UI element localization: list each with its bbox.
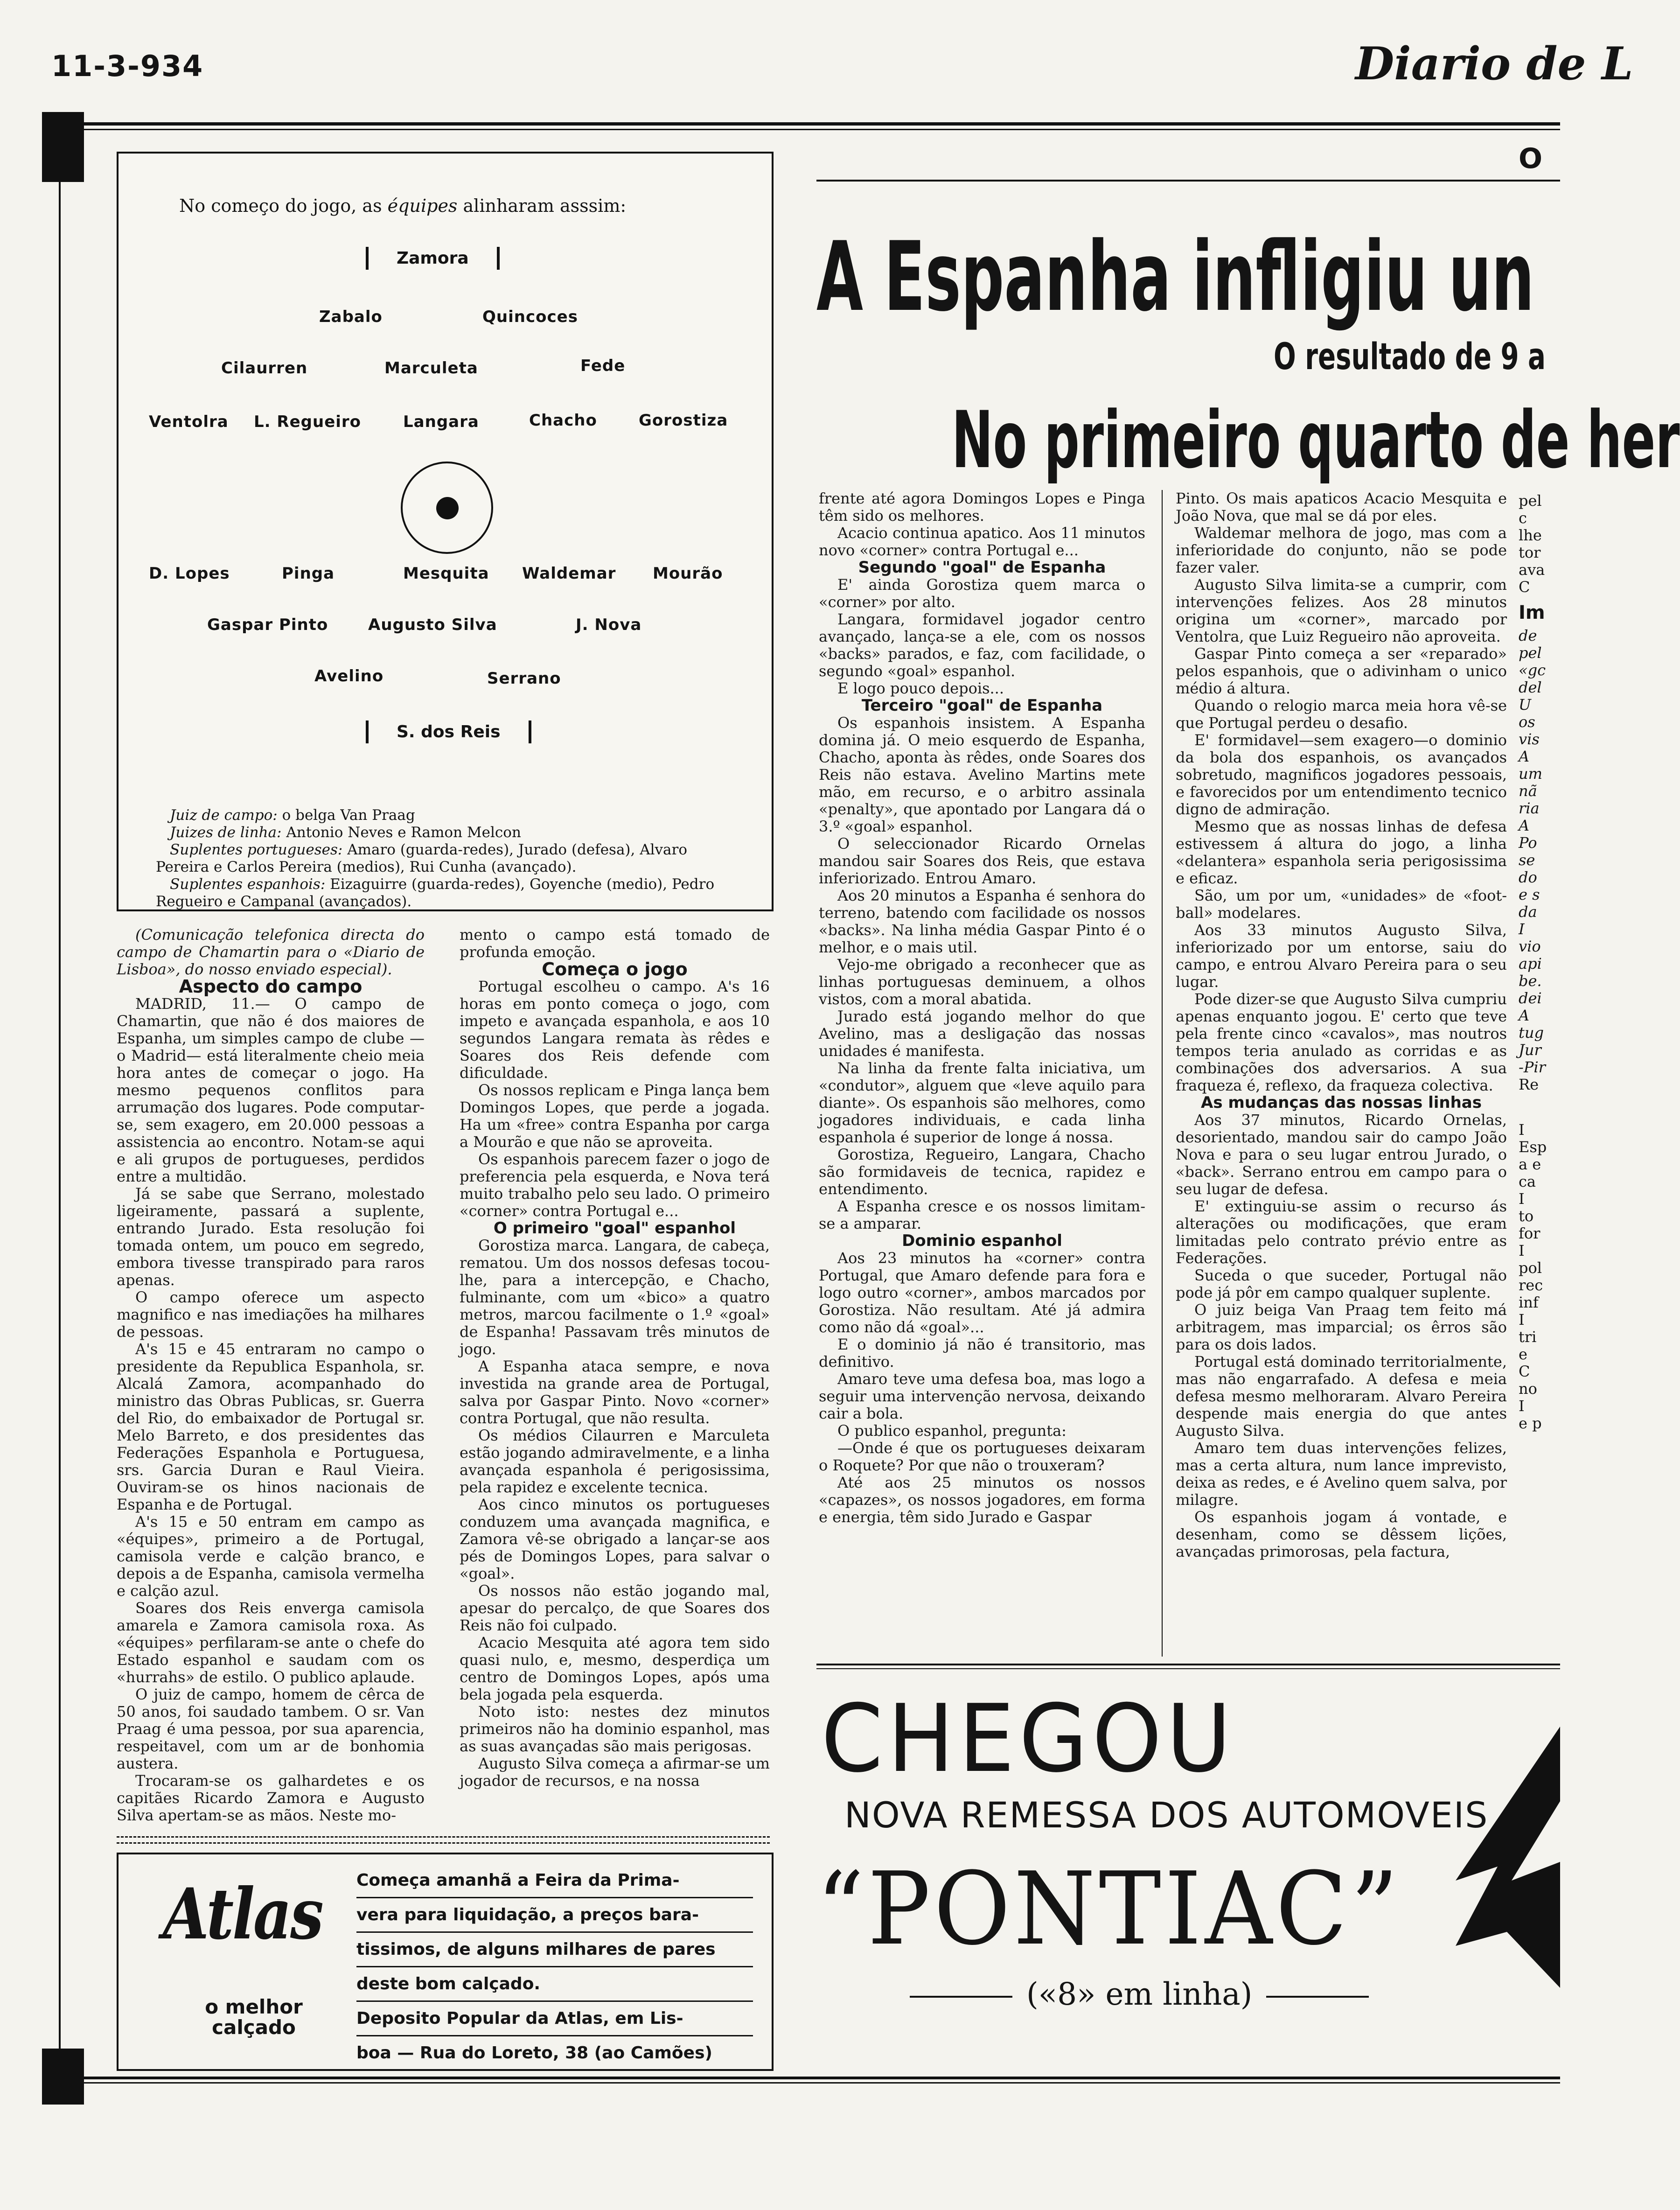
player-name: D. Lopes xyxy=(149,564,230,583)
atlas-tagline: o melhor calçado xyxy=(205,1995,303,2039)
left-edge-line xyxy=(59,182,61,2049)
paragraph: Os espanhois jogam á vontade, e desenham, como se dêssem lições, avançadas primorosas, pela factura, xyxy=(1176,1508,1507,1560)
subheading: Terceiro "goal" de Espanha xyxy=(861,696,1103,715)
atlas-ad-text xyxy=(356,1864,753,2071)
paragraph: O juiz beiga Van Praag tem feito má arbitragem, mas imparcial; os êrros são para os dois lados. xyxy=(1176,1301,1507,1353)
player-name: Fede xyxy=(580,357,626,375)
paragraph: Aos 37 minutos, Ricardo Ornelas, desorientado, mandou sair do campo João Nova e para o seu lugar entrou Jurado, o «back». Serrano entrou em campo para o seu lugar de defesa. xyxy=(1176,1111,1507,1198)
paragraph: E' formidavel—sem exagero—o dominio da bola dos espanhois, os avançados sobretudo, magnificos jogadores pessoais, e favorecidos por um entendimento tecnico digno de admiração. xyxy=(1176,731,1507,818)
lightning-bolt-icon xyxy=(1456,1727,1560,1988)
third-headline: No primeiro quarto de her xyxy=(952,394,1680,486)
bottom-rule-thin xyxy=(84,2082,1560,2084)
masthead: Diario de L xyxy=(1355,37,1633,90)
sub-headline: O resultado de 9 a xyxy=(1274,336,1546,378)
officials-list xyxy=(156,807,744,910)
paragraph: Os nossos replicam e Pinga lança bem Domingos Lopes, que perde a jogada. Ha um «free» contra Espanha por carga a Mourão e que não se aproveita. xyxy=(460,1081,770,1151)
ad-line: Começa amanhã a Feira da Prima- xyxy=(356,1864,753,1898)
paragraph: Pinto. Os mais apaticos Acacio Mesquita e João Nova, que mal se dá por eles. xyxy=(1176,490,1507,525)
top-rule xyxy=(84,122,1560,126)
pontiac-advertisement xyxy=(816,1685,1560,2058)
issue-date: 11-3-934 xyxy=(51,49,204,83)
paragraph: Augusto Silva limita-se a cumprir, com intervenções felizes. Aos 28 minutos origina um «corner», marcado por Ventolra, que Luiz Regueiro não aproveita. xyxy=(1176,576,1507,645)
paragraph: Mesmo que as nossas linhas de defesa estivessem á altura do jogo, a linha «delantera» espanhola seria perigosissima e eficaz. xyxy=(1176,818,1507,887)
ad-subline: NOVA REMESSA DOS AUTOMOVEIS xyxy=(844,1794,1489,1836)
paragraph: Acacio Mesquita até agora tem sido quasi nulo, e, mesmo, desperdiça um centro de Domingos Lopes, após uma bela jogada pela esquerda. xyxy=(460,1634,770,1703)
paragraph: Waldemar melhora de jogo, mas com a inferioridade do conjunto, não se pode fazer valer. xyxy=(1176,524,1507,576)
player-name: Serrano xyxy=(487,669,561,688)
paragraph: Aos 33 minutos Augusto Silva, inferiorizado por um entorse, saiu do campo, e entrou Alvaro Pereira para o seu lugar. xyxy=(1176,921,1507,991)
left-bar-top xyxy=(42,112,84,182)
paragraph: A's 15 e 45 entraram no campo o presidente da Republica Espanhola, sr. Alcalá Zamora, acompanhado do ministro das Obras Publicas, sr. Guerra del Rio, do embaixador de Portugal sr. Melo Barreto, e dos presidentes das Federações Espanhola e Portuguesa, srs. Garcia Duran e Raul Vieira. Ouviram-se os hinos nacionais de Espanha e de Portugal. xyxy=(117,1340,425,1513)
player-name: Quincoces xyxy=(482,308,578,326)
spain-keeper: Zamora xyxy=(366,247,500,270)
paragraph: E o dominio já não é transitorio, mas definitivo. xyxy=(819,1336,1145,1371)
ad-separator xyxy=(816,1664,1560,1665)
paragraph: Suceda o que suceder, Portugal não pode já pôr em campo qualquer suplente. xyxy=(1176,1266,1507,1301)
dotted-rule xyxy=(117,1836,770,1844)
paragraph: Langara, formidavel jogador centro avançado, lança-se a ele, com os nossos «backs» parados, e faz, com facilidade, o segundo «goal» espanhol. xyxy=(819,610,1145,680)
player-name: Ventolra xyxy=(149,413,229,431)
paragraph: E' ainda Gorostiza quem marca o «corner» por alto. xyxy=(819,576,1145,611)
paragraph: Jurado está jogando melhor do que Avelino, mas a desligação das nossas unidades é manifesta. xyxy=(819,1007,1145,1060)
paragraph: Aos cinco minutos os portugueses conduzem uma avançada magnifica, e Zamora vê-se obrigado a lançar-se aos pés de Domingos Lopes, para salvar o «goal». xyxy=(460,1496,770,1582)
player-name: Mesquita xyxy=(403,564,489,583)
paragraph: São, um por um, «unidades» de «foot-ball» modelares. xyxy=(1176,887,1507,922)
paragraph: O seleccionador Ricardo Ornelas mandou sair Soares dos Reis, que estava inferiorizado. Entrou Amaro. xyxy=(819,835,1145,887)
paragraph: Aos 23 minutos ha «corner» contra Portugal, que Amaro defende para fora e logo outro «corner», ambos marcados por Gorostiza. Não resultam. Até já admira como não dá «goal»... xyxy=(819,1249,1145,1336)
paragraph: Os espanhois parecem fazer o jogo de preferencia pela esquerda, e Nova terá muito trabalho pelo seu lado. O primeiro «corner» contra Portugal e... xyxy=(460,1150,770,1220)
official-line: Suplentes portugueses: Amaro (guarda-redes), Jurado (defesa), Alvaro Pereira e Carlos Pereira (medios), Rui Cunha (avançado). xyxy=(156,841,688,875)
paragraph: —Onde é que os portugueses deixaram o Roquete? Por que não o trouxeram? xyxy=(819,1439,1145,1474)
player-name: Augusto Silva xyxy=(368,615,497,634)
ad-line: Deposito Popular da Atlas, em Lis- xyxy=(356,2002,753,2036)
paragraph: mento o campo está tomado de profunda emoção. xyxy=(460,926,770,961)
article-column-2 xyxy=(460,926,770,1790)
paragraph: Soares dos Reis enverga camisola amarela e Zamora camisola roxa. As «équipes» perfilaram-se ante o chefe do Estado espanhol e saudam com os «hurrahs» de estilo. O publico aplaude. xyxy=(117,1599,425,1686)
paragraph: A Espanha ataca sempre, e nova investida na grande area de Portugal, salva por Gaspar Pinto. Novo «corner» contra Portugal, que não resulta. xyxy=(460,1357,770,1427)
paragraph: Os nossos não estão jogando mal, apesar do percalço, de que Soares dos Reis não foi culpado. xyxy=(460,1582,770,1634)
subheading: Segundo "goal" de Espanha xyxy=(858,558,1106,577)
paragraph: A's 15 e 50 entram em campo as «équipes», primeiro a de Portugal, camisola verde e calção branco, e depois a de Espanha, camisola vermelha e calção azul. xyxy=(117,1513,425,1600)
player-name: Gorostiza xyxy=(639,411,728,430)
paragraph: Até aos 25 minutos os nossos «capazes», os nossos jogadores, em forma e energia, têm sido Jurado e Gaspar xyxy=(819,1474,1145,1526)
paragraph: frente até agora Domingos Lopes e Pinga têm sido os melhores. xyxy=(819,490,1145,525)
player-name: Langara xyxy=(403,413,479,431)
paragraph: MADRID, 11.— O campo de Chamartin, que não é dos maiores de Espanha, um simples campo de clube — o Madrid— está literalmente cheio meia hora antes de começar o jogo. Ha mesmo pequenos conflitos para arrumação dos lugares. Pode computar-se, sem exagero, em 20.000 pessoas a assistencia ao encontro. Notam-se aqui e ali grupos de portugueses, perdidos entre a multidão. xyxy=(117,995,425,1185)
paragraph: Vejo-me obrigado a reconhecer que as linhas portuguesas deminuem, a olhos vistos, com a moral abatida. xyxy=(819,956,1145,1008)
ad-line: vera para liquidação, a preços bara- xyxy=(356,1898,753,1933)
ball-icon xyxy=(401,462,493,554)
lineup-box xyxy=(117,152,774,911)
article-lead: (Comunicação telefonica directa do campo de Chamartin para o «Diario de Lisboa», do nosso enviado especial). xyxy=(117,926,425,978)
paragraph: E' extinguiu-se assim o recurso ás alterações ou modificações, que eram limitadas pelo contrato prévio entre as Federações. xyxy=(1176,1197,1507,1267)
article-column-1 xyxy=(117,926,425,1824)
bottom-rule xyxy=(84,2077,1560,2079)
headline-rule xyxy=(816,180,1560,182)
paragraph: A Espanha cresce e os nossos limitam-se a amparar. xyxy=(819,1197,1145,1232)
article-column-4 xyxy=(1176,490,1507,1560)
ad-brand: “PONTIAC” xyxy=(816,1850,1402,1967)
subheading: As mudanças das nossas linhas xyxy=(1201,1093,1482,1112)
paragraph: Os médios Cilaurren e Marculeta estão jogando admiravelmente, e a linha avançada espanhola é perigosissima, pela rapidez e excelente tecnica. xyxy=(460,1427,770,1496)
paragraph: O publico espanhol, pregunta: xyxy=(837,1422,1067,1440)
official-line: Juiz de campo: o belga Van Praag xyxy=(170,807,415,824)
ad-line: tissimos, de alguns milhares de pares xyxy=(356,1933,753,1967)
top-rule-thin xyxy=(84,129,1560,130)
left-bar-bottom xyxy=(42,2049,84,2105)
paragraph: Noto isto: nestes dez minutos primeiros não ha dominio espanhol, mas as suas avançadas são mais perigosas. xyxy=(460,1703,770,1755)
lineup-intro: No começo do jogo, as équipes alinharam asssim: xyxy=(179,196,627,216)
paragraph: Pode dizer-se que Augusto Silva cumpriu apenas enquanto jogou. E' certo que teve pela frente cinco «cavalos», mas noutros tempos teria anulado as corridas e as combinações dos adversarios. A sua fraqueza é, reflexo, da fraqueza colectiva. xyxy=(1176,990,1507,1094)
player-name: Avelino xyxy=(314,667,384,685)
ad-headline: CHEGOU xyxy=(821,1685,1236,1793)
paragraph: Acacio continua apatico. Aos 11 minutos novo «corner» contra Portugal e... xyxy=(819,524,1145,559)
player-name: Gaspar Pinto xyxy=(207,615,328,634)
paragraph: Augusto Silva começa a afirmar-se um jogador de recursos, e na nossa xyxy=(460,1755,770,1790)
subheading: Dominio espanhol xyxy=(902,1231,1062,1250)
paragraph: Na linha da frente falta iniciativa, um «condutor», alguem que «leve aquilo para diante». Os espanhois são melhores, como jogadores individuais, e cada linha espanhola é superior de longe á nossa. xyxy=(819,1059,1145,1146)
paragraph: Amaro tem duas intervenções felizes, mas a certa altura, num lance imprevisto, deixa as redes, e é Avelino quem salva, por milagre. xyxy=(1176,1439,1507,1509)
official-line: Juizes de linha: Antonio Neves e Ramon Melcon xyxy=(170,824,521,841)
paragraph: Aos 20 minutos a Espanha é senhora do terreno, batendo com facilidade os nossos «backs». Na linha média Gaspar Pinto é o melhor, e o mais util. xyxy=(819,887,1145,956)
subheading: Aspecto do campo xyxy=(179,976,362,997)
ad-line: deste bom calçado. xyxy=(356,1967,753,2002)
cropped-column-fragment: pel c lhe tor ava C Im de pel «gc del U os vis A um nã ria A Po se do e s da I vio api be. dei A tug Jur -Pir Re I Esp a e ca I to for I pol rec inf I tri e C no I e p xyxy=(1519,492,1547,1432)
subheading: Começa o jogo xyxy=(542,959,688,979)
paragraph: Gaspar Pinto começa a ser «reparado» pelos espanhois, que o adivinham o unico médio á altura. xyxy=(1176,645,1507,697)
atlas-advertisement xyxy=(117,1853,774,2071)
paragraph: Já se sabe que Serrano, molestado ligeiramente, passará a suplente, entrando Jurado. Esta resolução foi tomada ontem, um pouco em segredo, embora tivesse transpirado para raros apenas. xyxy=(117,1185,425,1289)
player-name: Cilaurren xyxy=(221,359,308,378)
paragraph: Trocaram-se os galhardetes e os capitães Ricardo Zamora e Augusto Silva apertam-se as mãos. Neste mo- xyxy=(117,1772,425,1824)
paragraph: Os espanhois insistem. A Espanha domina já. O meio esquerdo de Espanha, Chacho, aponta às rêdes, onde Soares dos Reis não estava. Avelino Martins mete mão, em recurso, e o arbitro assinala «penalty», que apontado por Langara dá o 3.º «goal» espanhol. xyxy=(819,714,1145,835)
player-name: J. Nova xyxy=(576,615,642,634)
paragraph: O campo oferece um aspecto magnifico e nas imediações ha milhares de pessoas. xyxy=(117,1288,425,1341)
paragraph: O juiz de campo, homem de cêrca de 50 anos, foi saudado tambem. O sr. Van Praag é uma pessoa, por sua aparencia, respeitavel, com um ar de bonhomia austera. xyxy=(117,1685,425,1772)
paragraph: Gorostiza marca. Langara, de cabeça, rematou. Um dos nossos defesas tocou-lhe, para a intercepção, e Chacho, fulminante, com um «bico» a quatro metros, marcou facilmente o 1.º «goal» de Espanha! Passavam três minutos de jogo. xyxy=(460,1237,770,1358)
player-name: Mourão xyxy=(653,564,723,583)
official-line: Suplentes espanhois: Eizaguirre (guarda-redes), Goyenche (medio), Pedro Regueiro e Campanal (avançados). xyxy=(156,876,715,910)
player-name: Chacho xyxy=(529,411,597,430)
paragraph: Portugal está dominado territorialmente, mas não engarrafado. A defesa e meia defesa mesmo melhoraram. Alvaro Pereira despende mais energia do que antes Augusto Silva. xyxy=(1176,1353,1507,1440)
paragraph: Gorostiza, Regueiro, Langara, Chacho são formidaveis de tecnica, rapidez e entendimento. xyxy=(819,1146,1145,1198)
player-name: Pinga xyxy=(282,564,335,583)
section-marker: O xyxy=(1519,142,1543,175)
portugal-keeper: S. dos Reis xyxy=(366,720,531,743)
subheading: O primeiro "goal" espanhol xyxy=(493,1219,736,1238)
paragraph: Portugal escolheu o campo. A's 16 horas em ponto começa o jogo, com impeto e avançada espanhola, e aos 10 segundos Langara remata às rêdes e Soares dos Reis defende com dificuldade. xyxy=(460,978,770,1082)
player-name: L. Regueiro xyxy=(254,413,362,431)
ad-tagline: («8» em linha) xyxy=(896,1976,1383,2012)
player-name: Waldemar xyxy=(522,564,616,583)
atlas-logo: Atlas xyxy=(163,1873,322,1955)
player-name: Zabalo xyxy=(319,308,383,326)
ad-separator-thin xyxy=(816,1668,1560,1669)
column-divider xyxy=(1162,490,1163,1657)
ad-line: boa — Rua do Loreto, 38 (ao Camões) xyxy=(356,2036,753,2071)
player-name: Marculeta xyxy=(384,359,478,378)
main-headline: A Espanha infligiu un xyxy=(816,222,1534,333)
paragraph: E logo pouco depois... xyxy=(837,679,1004,697)
article-column-3 xyxy=(819,490,1145,1526)
paragraph: Quando o relogio marca meia hora vê-se que Portugal perdeu o desafio. xyxy=(1176,697,1507,732)
paragraph: Amaro teve uma defesa boa, mas logo a seguir uma intervenção nervosa, deixando cair a bola. xyxy=(819,1370,1145,1422)
